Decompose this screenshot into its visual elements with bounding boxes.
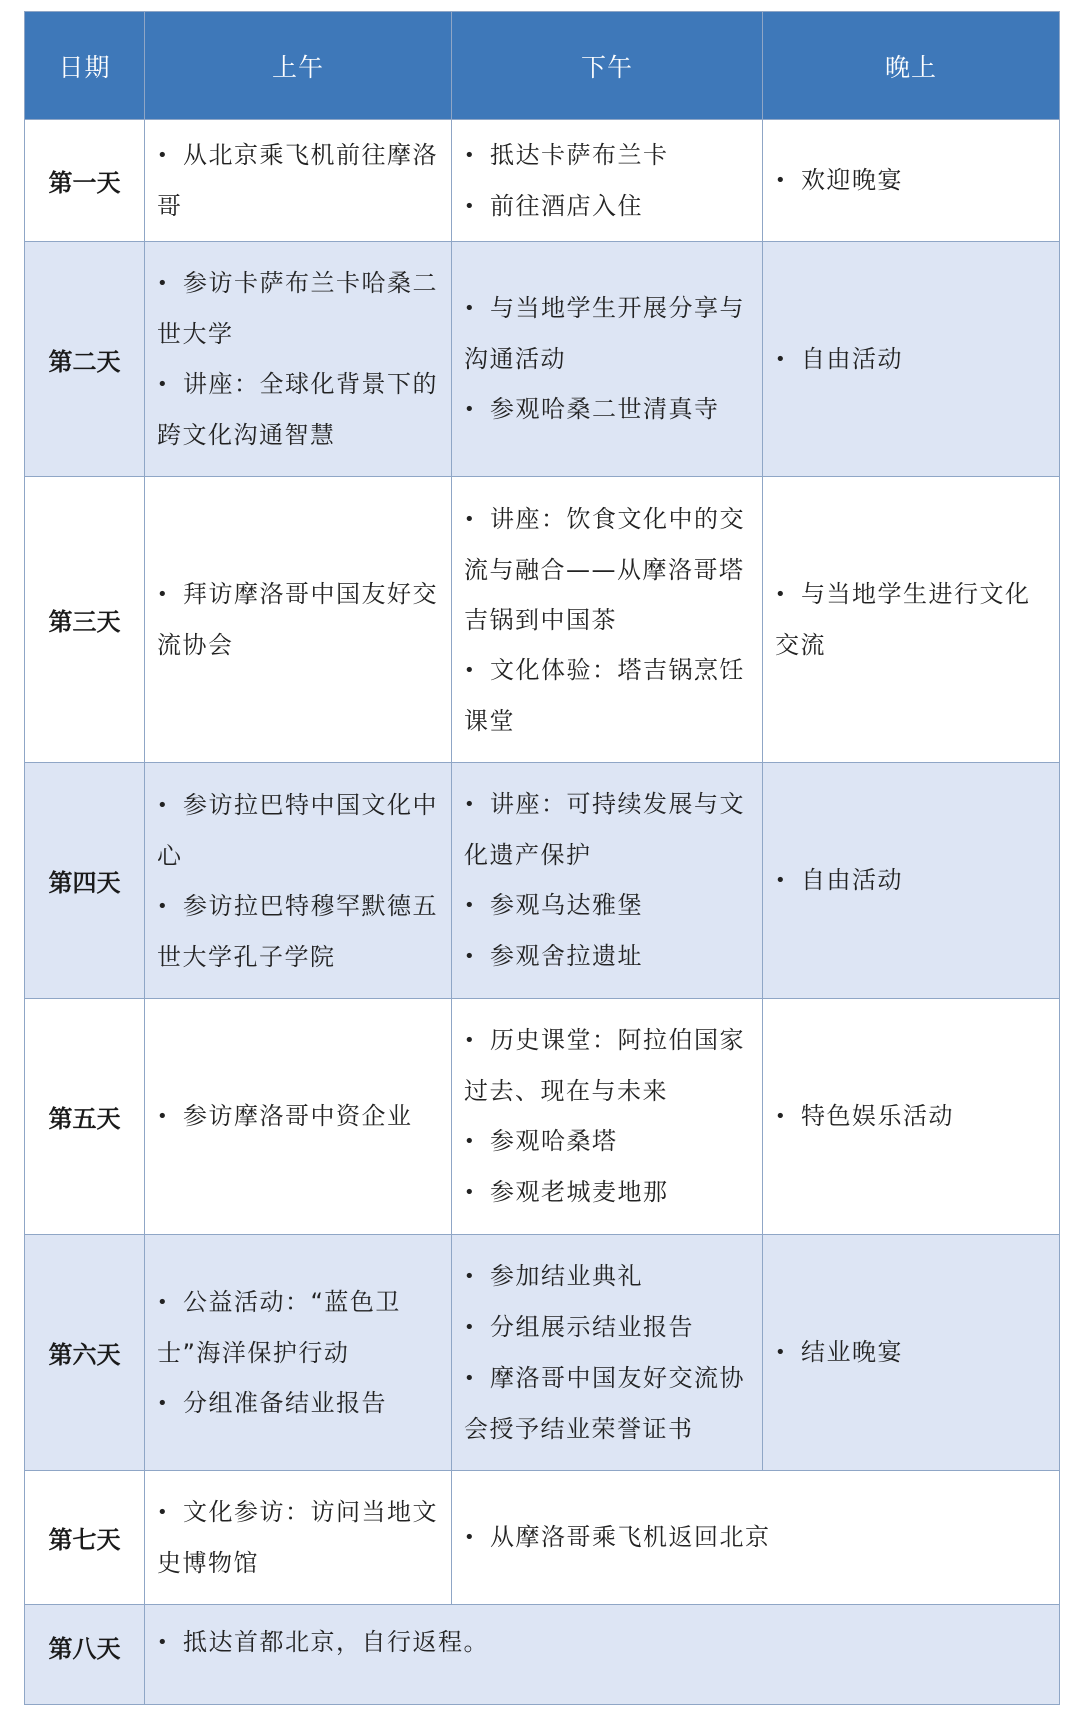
bullet-icon: •	[157, 374, 170, 395]
morning-cell	[145, 120, 452, 242]
list-item: • 抵达卡萨布兰卡	[464, 130, 750, 181]
afternoon-evening-cell	[452, 1471, 1060, 1605]
table-row	[25, 1605, 1060, 1705]
bullet-icon: •	[464, 1368, 477, 1389]
bullet-icon: •	[775, 870, 788, 891]
header-evening: 晚上	[763, 12, 1060, 120]
table-row	[25, 120, 1060, 242]
evening-cell	[763, 120, 1060, 242]
day-label: 第六天	[25, 1235, 145, 1471]
morning-cell	[145, 477, 452, 763]
all-day-cell	[145, 1605, 1060, 1705]
header-afternoon: 下午	[452, 12, 763, 120]
list-item: • 参加结业典礼	[464, 1251, 750, 1302]
table-row	[25, 763, 1060, 999]
afternoon-cell	[452, 120, 763, 242]
bullet-icon: •	[775, 1342, 788, 1363]
bullet-icon: •	[157, 273, 170, 294]
list-item: • 文化体验：塔吉锅烹饪课堂	[464, 645, 750, 746]
evening-cell	[763, 999, 1060, 1235]
list-item: • 抵达首都北京，自行返程。	[157, 1617, 1047, 1668]
list-item: • 参访卡萨布兰卡哈桑二世大学	[157, 258, 439, 359]
day-label: 第四天	[25, 763, 145, 999]
list-item: • 特色娱乐活动	[775, 1091, 1047, 1142]
bullet-icon: •	[775, 348, 788, 370]
table-row	[25, 242, 1060, 477]
day-label: 第八天	[25, 1605, 145, 1705]
list-item: • 分组展示结业报告	[464, 1302, 750, 1353]
list-item: • 拜访摩洛哥中国友好交流协会	[157, 569, 439, 670]
afternoon-cell	[452, 999, 763, 1235]
bullet-icon: •	[775, 1106, 788, 1127]
bullet-icon: •	[464, 298, 477, 319]
list-item: • 结业晚宴	[775, 1327, 1047, 1378]
bullet-icon: •	[157, 1106, 170, 1127]
bullet-icon: •	[157, 1502, 170, 1523]
day-label: 第三天	[25, 477, 145, 763]
morning-cell	[145, 999, 452, 1235]
list-item: • 参访拉巴特中国文化中心	[157, 780, 439, 881]
morning-cell	[145, 763, 452, 999]
evening-cell	[763, 477, 1060, 763]
day-label: 第二天	[25, 242, 145, 477]
list-item: • 从摩洛哥乘飞机返回北京	[464, 1512, 1047, 1563]
bullet-icon: •	[464, 1030, 477, 1051]
bullet-icon: •	[775, 170, 788, 191]
list-item: • 参观老城麦地那	[464, 1167, 750, 1218]
header-date: 日期	[25, 12, 145, 120]
morning-cell	[145, 242, 452, 477]
list-item: • 参观乌达雅堡	[464, 880, 750, 931]
bullet-icon: •	[157, 1392, 170, 1414]
list-item: • 讲座：可持续发展与文化遗产保护	[464, 779, 750, 880]
list-item: • 公益活动：“蓝色卫士”海洋保护行动	[157, 1277, 439, 1378]
bullet-icon: •	[464, 794, 477, 815]
table-row	[25, 477, 1060, 763]
bullet-icon: •	[464, 895, 477, 916]
bullet-icon: •	[157, 145, 170, 166]
afternoon-cell	[452, 242, 763, 477]
list-item: • 讲座：饮食文化中的交流与融合——从摩洛哥塔吉锅到中国茶	[464, 494, 750, 645]
list-item: • 参观哈桑塔	[464, 1116, 750, 1167]
day-label: 第五天	[25, 999, 145, 1235]
header-morning: 上午	[145, 12, 452, 120]
bullet-icon: •	[464, 1266, 477, 1287]
evening-cell	[763, 242, 1060, 477]
list-item: • 参访拉巴特穆罕默德五世大学孔子学院	[157, 881, 439, 982]
bullet-icon: •	[775, 584, 788, 605]
bullet-icon: •	[157, 1632, 170, 1653]
bullet-icon: •	[464, 399, 477, 420]
list-item: • 自由活动	[775, 334, 1047, 385]
list-item: • 参访摩洛哥中资企业	[157, 1091, 439, 1142]
list-item: • 文化参访：访问当地文史博物馆	[157, 1487, 439, 1588]
bullet-icon: •	[464, 1182, 477, 1203]
bullet-icon: •	[464, 144, 477, 166]
bullet-icon: •	[157, 1291, 170, 1313]
table-row	[25, 1235, 1060, 1471]
list-item: • 历史课堂：阿拉伯国家过去、现在与未来	[464, 1015, 750, 1116]
list-item: • 参观哈桑二世清真寺	[464, 384, 750, 435]
list-item: • 与当地学生进行文化交流	[775, 569, 1047, 670]
list-item: • 从北京乘飞机前往摩洛哥	[157, 130, 439, 231]
bullet-icon: •	[464, 1131, 477, 1152]
afternoon-cell	[452, 1235, 763, 1471]
day-label: 第七天	[25, 1471, 145, 1605]
list-item: • 与当地学生开展分享与沟通活动	[464, 283, 750, 384]
bullet-icon: •	[464, 946, 477, 967]
morning-cell	[145, 1235, 452, 1471]
list-item: • 分组准备结业报告	[157, 1378, 439, 1429]
day-label: 第一天	[25, 120, 145, 242]
list-item: • 讲座：全球化背景下的跨文化沟通智慧	[157, 359, 439, 460]
afternoon-cell	[452, 763, 763, 999]
list-item: • 欢迎晚宴	[775, 155, 1047, 206]
table-row	[25, 1471, 1060, 1605]
table-row	[25, 999, 1060, 1235]
bullet-icon: •	[157, 794, 170, 816]
bullet-icon: •	[464, 1317, 477, 1338]
list-item: • 参观舍拉遗址	[464, 931, 750, 982]
bullet-icon: •	[464, 1527, 477, 1548]
bullet-icon: •	[464, 508, 477, 530]
afternoon-cell	[452, 477, 763, 763]
list-item: • 前往酒店入住	[464, 181, 750, 232]
evening-cell	[763, 1235, 1060, 1471]
bullet-icon: •	[464, 659, 477, 681]
bullet-icon: •	[157, 895, 170, 917]
itinerary-table	[24, 11, 1060, 1705]
bullet-icon: •	[157, 584, 170, 605]
evening-cell	[763, 763, 1060, 999]
morning-cell	[145, 1471, 452, 1605]
list-item: • 摩洛哥中国友好交流协会授予结业荣誉证书	[464, 1353, 750, 1454]
bullet-icon: •	[464, 195, 477, 217]
list-item: • 自由活动	[775, 855, 1047, 906]
table-header-row	[25, 12, 1060, 120]
